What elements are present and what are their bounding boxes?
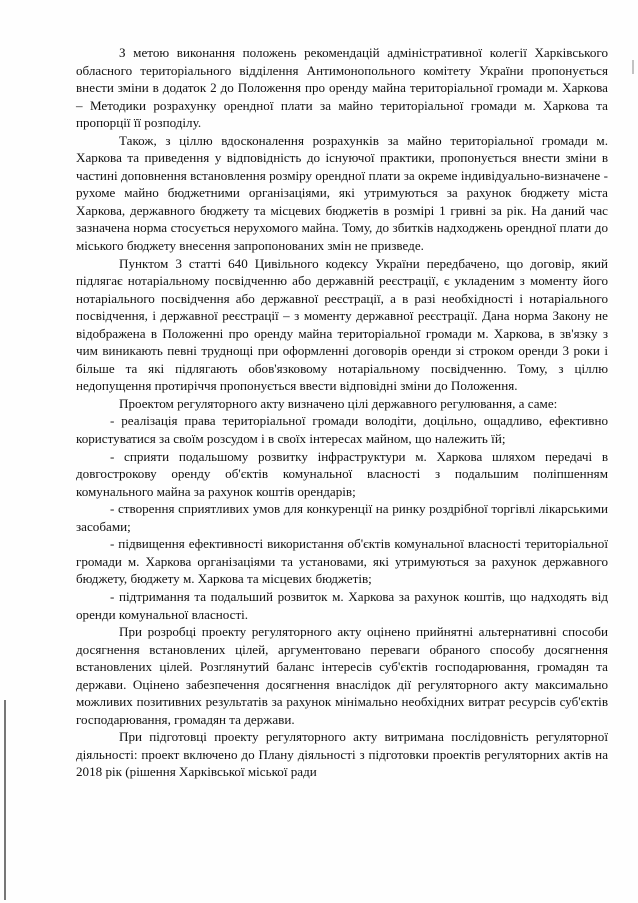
- document-body: [76, 44, 608, 781]
- paragraph-goals-intro: Проектом регуляторного акту визначено цілі державного регулювання, а саме:: [119, 395, 558, 411]
- scan-margin-line: [4, 700, 6, 900]
- scan-artifact: [632, 60, 634, 74]
- list-item: - реалізація права територіальної громади володіти, доцільно, ощадливо, ефективно користуватися за своїм розсудом і в своїх інтересах майном, що належить їй;: [76, 413, 608, 447]
- list-item: - підвищення ефективності використання об'єктів комунальної власності територіальної громади м. Харкова організаціями та установами, які утримуються за рахунок державного бюджету, бюджету м. Харкова та місцевих бюджетів;: [76, 536, 608, 587]
- list-item: - підтримання та подальший розвиток м. Харкова за рахунок коштів, що надходять від оренди комунальної власності.: [76, 588, 608, 622]
- paragraph-regulatory-sequence: При підготовці проекту регуляторного акту витримана послідовність регуляторної діяльності: проект включено до Плану діяльності з підготовки проектів регуляторних актів на 2018 рік (рішення Харківської міської ради: [76, 729, 608, 780]
- paragraph-movable-property: Також, з ціллю вдосконалення розрахунків за майно територіальної громади м. Харкова та приведення у відповідність до існуючої практики, пропонується внести зміни в частині доповнення встановлення розміру орендної плати за окреме індивідуально-визначене - рухоме майно бюджетними організаціями, які утримуються за рахунок бюджету міста Харкова, державного бюджету та місцевих бюджетів в розмірі 1 гривні за рік. На даний час зазначена норма стосується нерухомого майна. Тому, до збитків надходжень орендної плати до міського бюджету внесення запропонованих змін не призведе.: [76, 132, 608, 254]
- list-item: - сприяти подальшому розвитку інфраструктури м. Харкова шляхом передачі в довгострокову оренду об'єктів комунальної власності з подальшим поліпшенням комунального майна за рахунок коштів орендарів;: [76, 448, 608, 499]
- paragraph-alternatives: При розробці проекту регуляторного акту оцінено прийнятні альтернативні способи досягнення встановлених цілей, аргументовано переваги обраного способу досягнення встановлених цілей. Розглянутий баланс інтересів суб'єктів господарювання, громадян та держави. Оцінено забезпечення досягнення внаслідок дії регуляторного акту максимально можливих позитивних результатів за рахунок мінімально необхідних витрат ресурсів суб'єктів господарювання, громадян та держави.: [76, 624, 608, 727]
- list-item: - створення сприятливих умов для конкуренції на ринку роздрібної торгівлі лікарськими засобами;: [76, 501, 608, 534]
- paragraph-recommendations: З метою виконання положень рекомендацій адміністративної колегії Харківського обласного територіального відділення Антимонопольного комітету України пропонується внести зміни в додаток 2 до Положення про оренду майна територіальної громади м. Харкова – Методики розрахунку орендної плати за майно територіальної громади м. Харкова та пропорції її розподілу.: [76, 45, 608, 131]
- paragraph-civil-code: Пунктом 3 статті 640 Цивільного кодексу України передбачено, що договір, який підлягає нотаріальному посвідченню або державній реєстрації, є укладеним з моменту його нотаріального посвідчення або державної реєстрації, а в разі необхідності і нотаріального посвідчення, і державної реєстрації – з моменту державної реєстрації. Дана норма Закону не відображена в Положенні про оренду майна територіальної громади м. Харкова, в зв'язку з чим виникають певні труднощі при оформленні договорів оренди зі строком оренди 3 роки і більше та які підлягають обов'язковому нотаріальному посвідченню. Тому, з ціллю недопущення протиріччя пропонується ввести відповідні зміни до Положення.: [76, 255, 608, 394]
